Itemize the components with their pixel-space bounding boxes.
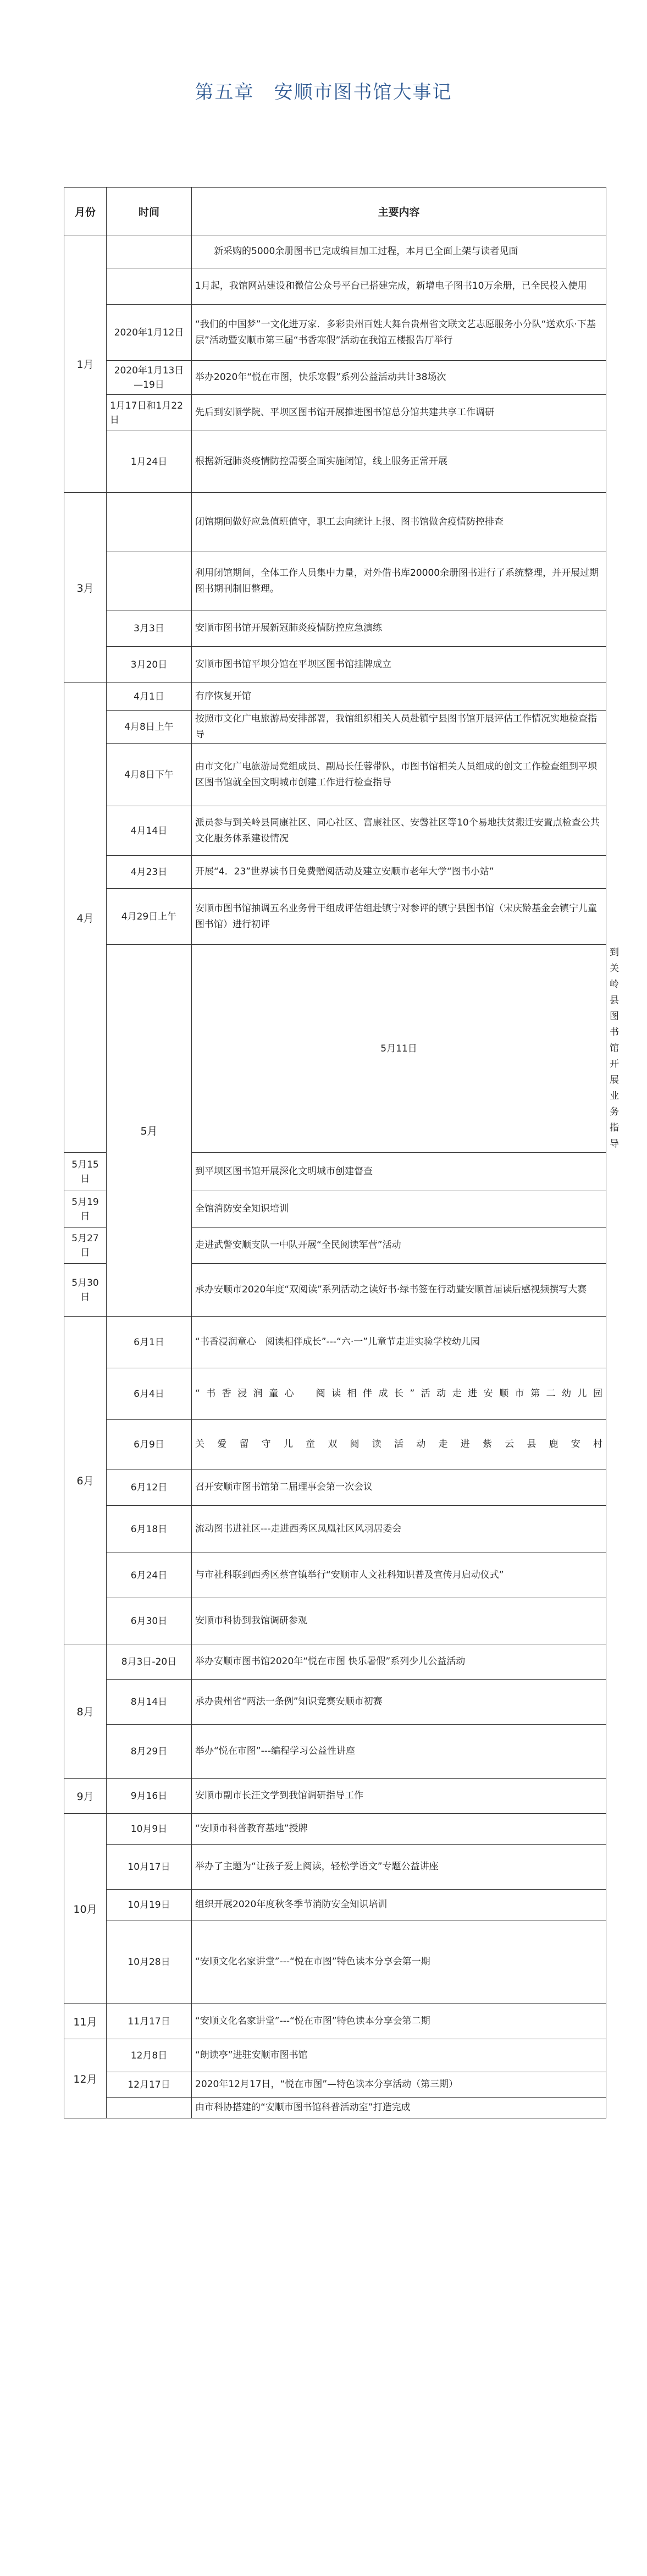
time-cell: 6月24日 bbox=[107, 1553, 192, 1598]
month-cell: 9月 bbox=[64, 1779, 107, 1814]
content-cell: 安顺市图书馆平坝分馆在平坝区图书馆挂牌成立 bbox=[192, 647, 606, 683]
table-row bbox=[64, 552, 606, 610]
time-cell: 1月24日 bbox=[107, 431, 192, 493]
content-cell: 派员参与到关岭县同康社区、同心社区、富康社区、安馨社区等10个易地扶贫搬迁安置点检查公共文化服务体系建设情况 bbox=[192, 806, 606, 856]
time-cell: 8月3日-20日 bbox=[107, 1644, 192, 1680]
time-cell: 4月23日 bbox=[107, 856, 192, 889]
table-row bbox=[64, 1890, 606, 1920]
time-cell: 5月30日 bbox=[64, 1264, 107, 1317]
content-cell: 举办了主题为“让孩子爱上阅读，轻松学语文”专题公益讲座 bbox=[192, 1845, 606, 1890]
content-cell: 关爱留守儿童双阅读活动走进紫云县鹿安村 bbox=[192, 1420, 606, 1469]
month-cell: 10月 bbox=[64, 1814, 107, 2004]
content-cell: 承办安顺市2020年度“双阅读”系列活动之读好书·绿书签在行动暨安顺首届读后感视频撰写大赛 bbox=[192, 1264, 606, 1317]
month-cell: 4月 bbox=[64, 683, 107, 1153]
content-cell: “书香浸润童心 阅读相伴成长”活动走进安顺市第二幼儿园 bbox=[192, 1368, 606, 1420]
content-cell: 走进武警安顺支队一中队开展“全民阅读军营”活动 bbox=[192, 1228, 606, 1264]
table-row bbox=[64, 1598, 606, 1644]
header-month: 月份 bbox=[64, 188, 107, 235]
table-row bbox=[64, 395, 606, 431]
table-row bbox=[64, 610, 606, 647]
content-cell: 由市科协搭建的“安顺市图书馆科普活动室”打造完成 bbox=[192, 2098, 606, 2118]
table-row bbox=[64, 1680, 606, 1725]
time-cell: 4月29日上午 bbox=[107, 889, 192, 945]
time-cell: 12月8日 bbox=[107, 2039, 192, 2072]
table-row bbox=[64, 1469, 606, 1506]
content-cell: 举办2020年“悦在市图，快乐寒假”系列公益活动共计38场次 bbox=[192, 361, 606, 395]
month-cell: 6月 bbox=[64, 1317, 107, 1644]
table-row bbox=[64, 856, 606, 889]
time-cell: 11月17日 bbox=[107, 2004, 192, 2039]
content-cell: 1月起，我馆网站建设和微信公众号平台已搭建完成，新增电子图书10万余册，已全民投入使用 bbox=[192, 268, 606, 305]
content-cell: 闭馆期间做好应急值班值守，职工去向统计上报、图书馆做舍疫情防控排查 bbox=[192, 493, 606, 552]
time-cell bbox=[107, 493, 192, 552]
table-row bbox=[64, 235, 606, 268]
table-row bbox=[64, 2004, 606, 2039]
table-row bbox=[64, 647, 606, 683]
month-cell: 5月 bbox=[107, 945, 192, 1317]
content-cell: 根据新冠肺炎疫情防控需要全面实施闭馆，线上服务正常开展 bbox=[192, 431, 606, 493]
content-cell: 全馆消防安全知识培训 bbox=[192, 1191, 606, 1228]
time-cell: 10月19日 bbox=[107, 1890, 192, 1920]
table-row bbox=[64, 1553, 606, 1598]
month-cell: 11月 bbox=[64, 2004, 107, 2039]
table-row bbox=[64, 744, 606, 806]
header-content: 主要内容 bbox=[192, 188, 606, 235]
time-cell: 5月27日 bbox=[64, 1228, 107, 1264]
content-cell: 按照市文化广电旅游局安排部署，我馆组织相关人员赴镇宁县图书馆开展评估工作情况实地检查指导 bbox=[192, 711, 606, 744]
content-cell: “安顺文化名家讲堂”---“悦在市图”特色读本分享会第二期 bbox=[192, 2004, 606, 2039]
content-cell: 举办安顺市图书馆2020年“悦在市图 快乐暑假”系列少儿公益活动 bbox=[192, 1644, 606, 1680]
time-cell: 8月29日 bbox=[107, 1725, 192, 1779]
table-header-row bbox=[64, 188, 606, 235]
content-cell: 2020年12月17日，“悦在市图”—特色读本分享活动（第三期） bbox=[192, 2072, 606, 2098]
month-cell: 1月 bbox=[64, 235, 107, 493]
time-cell: 4月8日下午 bbox=[107, 744, 192, 806]
table-row bbox=[64, 1920, 606, 2004]
content-cell: “我们的中国梦”一文化进万家．多彩贵州百姓大舞台贵州省文联文艺志愿服务小分队“送欢乐·下基层”活动暨安顺市第三届“书香寒假”活动在我馆五楼报告厅举行 bbox=[192, 305, 606, 361]
time-cell: 5月15日 bbox=[64, 1153, 107, 1191]
table-row bbox=[64, 683, 606, 711]
time-cell bbox=[107, 552, 192, 610]
table-row bbox=[64, 2072, 606, 2098]
content-cell: 到平坝区图书馆开展深化文明城市创建督查 bbox=[192, 1153, 606, 1191]
time-cell: 4月8日上午 bbox=[107, 711, 192, 744]
table-row bbox=[64, 1644, 606, 1680]
table-row bbox=[64, 711, 606, 744]
time-cell: 2020年1月13日—19日 bbox=[107, 361, 192, 395]
time-cell: 3月20日 bbox=[107, 647, 192, 683]
content-cell: “书香浸润童心 阅读相伴成长”---“六·一”儿童节走进实验学校幼儿园 bbox=[192, 1317, 606, 1368]
table-row bbox=[64, 1814, 606, 1845]
table-row bbox=[64, 1368, 606, 1420]
table-row bbox=[64, 431, 606, 493]
content-cell: 组织开展2020年度秋冬季节消防安全知识培训 bbox=[192, 1890, 606, 1920]
time-cell bbox=[107, 2098, 192, 2118]
content-cell: 安顺市副市长汪文学到我馆调研指导工作 bbox=[192, 1779, 606, 1814]
content-cell: 流动图书进社区---走进西秀区凤凰社区风羽居委会 bbox=[192, 1506, 606, 1553]
time-cell: 5月19日 bbox=[64, 1191, 107, 1228]
content-cell: 与市社科联到西秀区蔡官镇举行“安顺市人文社科知识普及宣传月启动仪式” bbox=[192, 1553, 606, 1598]
content-cell: 安顺市图书馆抽调五名业务骨干组成评估组赴镇宁对参评的镇宁县图书馆（宋庆龄基金会镇宁儿童图书馆）进行初评 bbox=[192, 889, 606, 945]
content-cell: 利用闭馆期间，全体工作人员集中力量，对外借书库20000余册图书进行了系统整理，并开展过期图书期刊制旧整理。 bbox=[192, 552, 606, 610]
table-row bbox=[64, 1317, 606, 1368]
table-row bbox=[64, 1506, 606, 1553]
content-cell: “朗读亭”进驻安顺市图书馆 bbox=[192, 2039, 606, 2072]
time-cell: 4月1日 bbox=[107, 683, 192, 711]
table-row: 5月 5月11日 到关岭县图书馆开展业务指导 bbox=[64, 945, 606, 1153]
table-row bbox=[64, 889, 606, 945]
time-cell: 6月18日 bbox=[107, 1506, 192, 1553]
time-cell: 9月16日 bbox=[107, 1779, 192, 1814]
table-row bbox=[64, 493, 606, 552]
content-cell: 有序恢复开馆 bbox=[192, 683, 606, 711]
table-row bbox=[64, 806, 606, 856]
table-row bbox=[64, 1779, 606, 1814]
table-row bbox=[64, 1420, 606, 1469]
table-row bbox=[64, 2098, 606, 2118]
time-cell: 6月1日 bbox=[107, 1317, 192, 1368]
time-cell bbox=[107, 268, 192, 305]
content-cell: 安顺市图书馆开展新冠肺炎疫情防控应急演练 bbox=[192, 610, 606, 647]
time-cell: 3月3日 bbox=[107, 610, 192, 647]
content-cell: 承办贵州省“两法一条例”知识竞赛安顺市初赛 bbox=[192, 1680, 606, 1725]
table-row bbox=[64, 1845, 606, 1890]
time-cell: 2020年1月12日 bbox=[107, 305, 192, 361]
content-cell: 新采购的5000余册图书已完成编目加工过程，本月已全面上架与读者见面 bbox=[192, 235, 606, 268]
table-body bbox=[64, 235, 619, 2118]
table-row bbox=[64, 305, 606, 361]
time-cell bbox=[107, 235, 192, 268]
content-cell: 安顺市科协到我馆调研参观 bbox=[192, 1598, 606, 1644]
page-title: 第五章 安顺市图书馆大事记 bbox=[195, 81, 452, 103]
time-cell: 12月17日 bbox=[107, 2072, 192, 2098]
table-row bbox=[64, 2039, 606, 2072]
table-row bbox=[64, 1725, 606, 1779]
time-cell: 6月30日 bbox=[107, 1598, 192, 1644]
time-cell: 4月14日 bbox=[107, 806, 192, 856]
time-cell: 1月17日和1月22日 bbox=[107, 395, 192, 431]
content-cell: “安顺市科普教育基地”授牌 bbox=[192, 1814, 606, 1845]
month-cell: 3月 bbox=[64, 493, 107, 683]
content-cell: 先后到安顺学院、平坝区图书馆开展推进图书馆总分馆共建共享工作调研 bbox=[192, 395, 606, 431]
time-cell: 10月17日 bbox=[107, 1845, 192, 1890]
time-cell: 10月28日 bbox=[107, 1920, 192, 2004]
content-cell: “安顺文化名家讲堂”---“悦在市图”特色读本分享会第一期 bbox=[192, 1920, 606, 2004]
header-time: 时间 bbox=[107, 188, 192, 235]
time-cell: 6月9日 bbox=[107, 1420, 192, 1469]
time-cell: 6月4日 bbox=[107, 1368, 192, 1420]
content-cell: 开展“4．23”世界读书日免费赠阅活动及建立安顺市老年大学“图书小站” bbox=[192, 856, 606, 889]
time-cell: 8月14日 bbox=[107, 1680, 192, 1725]
month-cell: 8月 bbox=[64, 1644, 107, 1779]
events-table bbox=[64, 187, 619, 2118]
time-cell: 6月12日 bbox=[107, 1469, 192, 1506]
time-cell: 10月9日 bbox=[107, 1814, 192, 1845]
month-cell: 12月 bbox=[64, 2039, 107, 2118]
time-cell: 5月11日 bbox=[192, 945, 606, 1153]
content-cell: 召开安顺市图书馆第二届理事会第一次会议 bbox=[192, 1469, 606, 1506]
table-row bbox=[64, 268, 606, 305]
content-cell: 举办“悦在市图”---编程学习公益性讲座 bbox=[192, 1725, 606, 1779]
content-cell: 由市文化广电旅游局党组成员、副局长任蓉带队，市图书馆相关人员组成的创文工作检查组到平坝区图书馆就全国文明城市创建工作进行检查指导 bbox=[192, 744, 606, 806]
table-row bbox=[64, 361, 606, 395]
